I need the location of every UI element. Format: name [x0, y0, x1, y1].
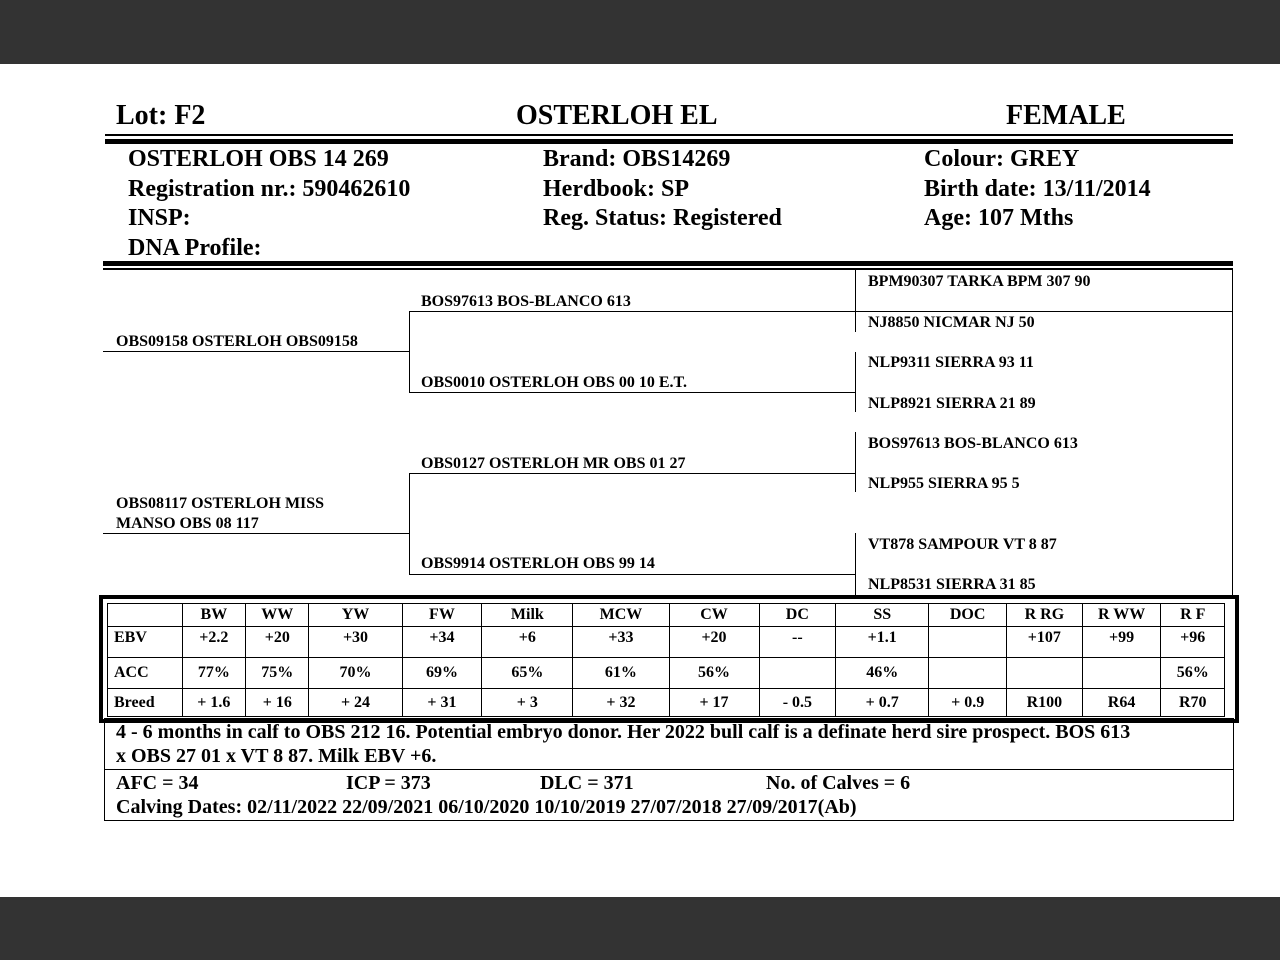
ebv-header-cell: WW [246, 604, 309, 627]
pedigree-sire: OBS09158 OSTERLOH OBS09158 [116, 333, 358, 350]
breed-cell: + 24 [309, 689, 402, 717]
pedigree-line [409, 311, 855, 312]
row-label: Breed [108, 689, 183, 717]
pedigree-g3: NLP955 SIERRA 95 5 [868, 475, 1020, 492]
breed-cell: + 16 [246, 689, 309, 717]
pedigree-line [409, 574, 855, 575]
ebv-cell [929, 627, 1007, 658]
acc-cell [929, 658, 1007, 689]
acc-row [108, 658, 1225, 689]
ebv-cell: +20 [246, 627, 309, 658]
comments-line1: 4 - 6 months in calf to OBS 212 16. Potential embryo donor. Her 2022 bull calf is a definate herd sire prospect. BOS 613 [116, 721, 1131, 743]
breed-cell: + 32 [573, 689, 669, 717]
dna-profile-label: DNA Profile: [128, 235, 262, 261]
ebv-cell: +2.2 [182, 627, 245, 658]
ebv-cell: +34 [402, 627, 482, 658]
breed-cell: R70 [1161, 689, 1225, 717]
ebv-cell: +20 [669, 627, 759, 658]
calves-count: No. of Calves = 6 [766, 772, 911, 794]
ebv-cell: +6 [482, 627, 573, 658]
pedigree-dam-dam: OBS9914 OSTERLOH OBS 99 14 [421, 555, 655, 572]
pedigree-line [409, 311, 410, 393]
pedigree-line [103, 351, 409, 352]
acc-cell: 70% [309, 658, 402, 689]
sex-label: FEMALE [1006, 100, 1126, 131]
age: Age: 107 Mths [924, 205, 1074, 231]
breed-cell: + 31 [402, 689, 482, 717]
pedigree-sire-dam: OBS0010 OSTERLOH OBS 00 10 E.T. [421, 374, 687, 391]
acc-cell: 56% [1161, 658, 1225, 689]
breed-cell: + 0.9 [929, 689, 1007, 717]
pedigree-g3: NJ8850 NICMAR NJ 50 [868, 314, 1035, 331]
bottom-dark-band [0, 897, 1280, 960]
dlc-value: DLC = 371 [540, 772, 634, 794]
pedigree-g3: BPM90307 TARKA BPM 307 90 [868, 273, 1091, 290]
acc-cell: 75% [246, 658, 309, 689]
pedigree-g3: NLP8921 SIERRA 21 89 [868, 395, 1036, 412]
breed-cell: - 0.5 [759, 689, 836, 717]
pedigree-line [855, 352, 856, 412]
pedigree-g3: NLP9311 SIERRA 93 11 [868, 354, 1034, 371]
ebv-cell: +99 [1082, 627, 1161, 658]
pedigree-line [855, 270, 856, 332]
pedigree-line [855, 311, 1233, 312]
ebv-cell: -- [759, 627, 836, 658]
acc-cell: 56% [669, 658, 759, 689]
breed-row [108, 689, 1225, 717]
pedigree-line [409, 473, 855, 474]
ebv-cell: +96 [1161, 627, 1225, 658]
top-dark-band [0, 0, 1280, 64]
registration-status: Reg. Status: Registered [543, 205, 782, 231]
acc-cell: 46% [836, 658, 929, 689]
ebv-header-cell: R F [1161, 604, 1225, 627]
calving-dates: Calving Dates: 02/11/2022 22/09/2021 06/10/2020 10/10/2019 27/07/2018 27/09/2017(Ab) [116, 796, 857, 818]
breed-cell: + 0.7 [836, 689, 929, 717]
brand: Brand: OBS14269 [543, 146, 731, 172]
pedigree-dam-line2: MANSO OBS 08 117 [116, 515, 259, 532]
animal-title: OSTERLOH EL [516, 100, 718, 131]
ebv-header-cell: SS [836, 604, 929, 627]
pedigree-g3: NLP8531 SIERRA 31 85 [868, 576, 1036, 593]
breed-cell: R64 [1082, 689, 1161, 717]
acc-cell [1082, 658, 1161, 689]
header-rule-thin [105, 134, 1233, 136]
ebv-header-cell: Milk [482, 604, 573, 627]
acc-cell: 69% [402, 658, 482, 689]
ebv-header-cell: R RG [1007, 604, 1083, 627]
animal-name: OSTERLOH OBS 14 269 [128, 146, 389, 172]
ebv-row [108, 627, 1225, 658]
breed-cell: + 3 [482, 689, 573, 717]
ebv-header-cell: MCW [573, 604, 669, 627]
birth-date: Birth date: 13/11/2014 [924, 176, 1151, 202]
icp-value: ICP = 373 [346, 772, 431, 794]
pedigree-line [855, 432, 856, 492]
pedigree-line [1232, 270, 1233, 596]
pedigree-line [409, 473, 410, 574]
ebv-header-cell: DC [759, 604, 836, 627]
pedigree-sire-sire: BOS97613 BOS-BLANCO 613 [421, 293, 631, 310]
acc-cell [759, 658, 836, 689]
pedigree-line [855, 533, 856, 595]
row-label: EBV [108, 627, 183, 658]
breed-cell: + 1.6 [182, 689, 245, 717]
pedigree-line [409, 392, 855, 393]
afc-value: AFC = 34 [116, 772, 199, 794]
ebv-cell: +33 [573, 627, 669, 658]
colour: Colour: GREY [924, 146, 1080, 172]
info-rule-thin [103, 268, 1233, 270]
pedigree-line [103, 533, 409, 534]
pedigree-dam-sire: OBS0127 OSTERLOH MR OBS 01 27 [421, 455, 686, 472]
insp-label: INSP: [128, 205, 191, 231]
pedigree-g3: BOS97613 BOS-BLANCO 613 [868, 435, 1078, 452]
info-rule-thick [103, 261, 1233, 266]
breed-cell: R100 [1007, 689, 1083, 717]
pedigree-dam-line1: OBS08117 OSTERLOH MISS [116, 495, 325, 512]
breed-cell: + 17 [669, 689, 759, 717]
ebv-header-cell: YW [309, 604, 402, 627]
acc-cell: 61% [573, 658, 669, 689]
ebv-header-cell: R WW [1082, 604, 1161, 627]
ebv-header-cell: FW [402, 604, 482, 627]
ebv-cell: +107 [1007, 627, 1083, 658]
acc-cell: 65% [482, 658, 573, 689]
ebv-cell: +1.1 [836, 627, 929, 658]
ebv-header-cell: BW [182, 604, 245, 627]
acc-cell: 77% [182, 658, 245, 689]
comments-line2: x OBS 27 01 x VT 8 87. Milk EBV +6. [116, 745, 437, 767]
ebv-header-cell [108, 604, 183, 627]
pedigree-g3: VT878 SAMPOUR VT 8 87 [868, 536, 1057, 553]
ebv-cell: +30 [309, 627, 402, 658]
ebv-table [107, 603, 1225, 717]
registration-number: Registration nr.: 590462610 [128, 176, 411, 202]
herdbook: Herdbook: SP [543, 176, 690, 202]
row-label: ACC [108, 658, 183, 689]
ebv-header-cell: DOC [929, 604, 1007, 627]
acc-cell [1007, 658, 1083, 689]
lot-label: Lot: F2 [116, 100, 206, 131]
ebv-header-cell: CW [669, 604, 759, 627]
